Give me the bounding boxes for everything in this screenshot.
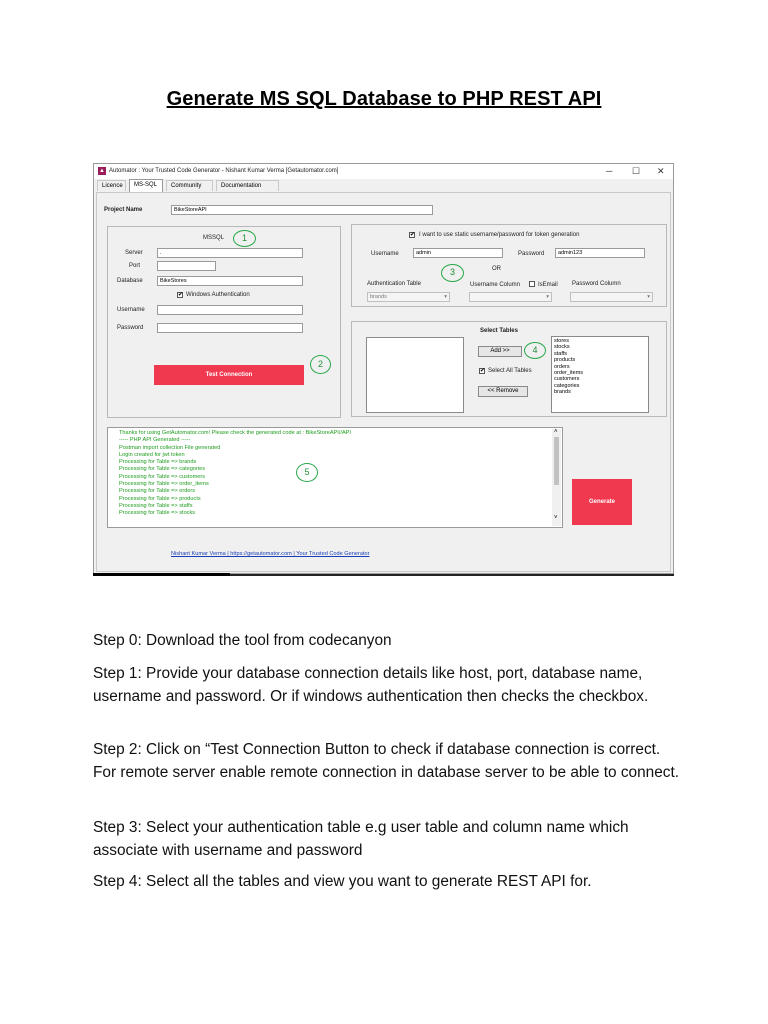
tables-group	[351, 321, 667, 417]
log-line: Processing for Table => stocks	[119, 510, 196, 517]
app-window-screenshot	[93, 163, 674, 574]
database-input[interactable]: BikeStores	[157, 276, 303, 286]
list-item[interactable]: orders	[554, 363, 570, 370]
list-item[interactable]: order_items	[554, 370, 584, 377]
tab-documentation[interactable]: Documentation	[216, 180, 279, 191]
or-label: OR	[492, 266, 501, 272]
available-tables-list[interactable]	[366, 337, 464, 413]
log-line: Processing for Table => brands	[119, 459, 197, 466]
password-label: Password	[117, 325, 144, 331]
log-line: Processing for Table => order_items	[119, 481, 209, 488]
server-input[interactable]: .	[157, 248, 303, 258]
annotation-1: 1	[233, 230, 256, 247]
remove-tables-button[interactable]: << Remove	[478, 386, 528, 397]
project-name-input[interactable]: BikeStoreAPI	[171, 205, 433, 215]
mssql-group-title: MSSQL	[203, 235, 225, 241]
list-item[interactable]: customers	[554, 376, 580, 383]
window-titlebar	[94, 164, 673, 179]
tab-ms-sql[interactable]: MS-SQL	[129, 179, 163, 192]
auth-table-select[interactable]	[367, 292, 450, 302]
log-line: Processing for Table => products	[119, 495, 201, 502]
project-name-label: Project Name	[104, 207, 143, 213]
port-label: Port	[129, 263, 141, 269]
output-log[interactable]	[107, 427, 563, 528]
annotation-5: 5	[296, 463, 318, 482]
server-label: Server	[125, 250, 143, 256]
scroll-down-icon[interactable]: ˅	[554, 515, 558, 521]
username-column-label: Username Column	[470, 282, 521, 288]
tab-licence[interactable]: Licence	[97, 180, 126, 191]
log-line: Processing for Table => customers	[119, 473, 206, 480]
selected-tables-list[interactable]	[551, 336, 649, 413]
annotation-3: 3	[441, 264, 464, 282]
auth-password-label: Password	[518, 251, 545, 257]
close-icon[interactable]: ✕	[657, 166, 665, 176]
ms-sql-panel	[96, 192, 671, 572]
log-line: Processing for Table => staffs	[119, 502, 193, 509]
password-input[interactable]	[157, 323, 303, 333]
select-all-tables-checkbox[interactable]: ✔	[480, 368, 486, 374]
list-item[interactable]: stocks	[554, 344, 570, 351]
step-3: Step 3: Select your authentication table e.g user table and column name which associate with username and password	[93, 819, 629, 859]
auth-password-input[interactable]: admin123	[555, 248, 645, 258]
username-label: Username	[117, 307, 145, 313]
list-item[interactable]: products	[554, 357, 576, 364]
isemail-label: IsEmail	[538, 282, 558, 288]
list-item[interactable]: brands	[554, 389, 571, 396]
password-column-select[interactable]	[570, 292, 653, 302]
auth-table-label: Authentication Table	[367, 281, 421, 287]
username-input[interactable]	[157, 305, 303, 315]
tab-community[interactable]: Community	[166, 180, 213, 191]
scroll-up-icon[interactable]: ˄	[554, 429, 558, 435]
test-connection-button[interactable]: Test Connection	[154, 365, 304, 385]
add-tables-button[interactable]: Add >>	[478, 346, 522, 357]
list-item[interactable]: categories	[554, 382, 580, 389]
static-credentials-checkbox[interactable]: ✔	[410, 232, 416, 238]
step-1: Step 1: Provide your database connection details like host, port, database name, username and password. Or if windows authentication then checks the checkbox.	[93, 665, 649, 705]
username-column-select[interactable]	[469, 292, 552, 302]
log-line: Processing for Table => categories	[119, 466, 206, 473]
password-column-label: Password Column	[572, 281, 621, 287]
maximize-icon[interactable]: ☐	[632, 166, 641, 176]
static-credentials-label: I want to use static username/password for token generation	[419, 232, 580, 238]
auth-username-label: Username	[371, 251, 399, 257]
screenshot-divider-accent	[93, 573, 230, 576]
step-4: Step 4: Select all the tables and view you want to generate REST API for.	[93, 873, 592, 890]
document-title: Generate MS SQL Database to PHP REST API	[166, 88, 602, 110]
select-tables-title: Select Tables	[480, 328, 518, 334]
windows-auth-label: Windows Authentication	[186, 292, 250, 298]
window-title: Automator : Your Trusted Code Generator - Nishant Kumar Verma [Getautomator.com]	[109, 168, 339, 174]
app-logo-icon: ▲	[99, 168, 105, 174]
log-line: Processing for Table => orders	[119, 488, 196, 495]
log-line: ----- PHP API Generated -----	[119, 437, 191, 444]
log-line: Thanks for using GetAutomator.com! Please check the generated code at : BikeStoreAPI//API	[119, 430, 351, 436]
windows-auth-checkbox[interactable]: ✔	[178, 292, 184, 298]
list-item[interactable]: stores	[554, 338, 569, 344]
minimize-icon[interactable]: ─	[606, 166, 613, 176]
isemail-checkbox[interactable]	[529, 281, 535, 287]
log-line: Postman import collection File generated	[119, 444, 221, 451]
annotation-2: 2	[310, 355, 331, 374]
step-0: Step 0: Download the tool from codecanyon	[93, 632, 392, 649]
auth-group	[351, 224, 667, 307]
port-input[interactable]	[157, 261, 216, 271]
auth-table-value: brands	[370, 294, 387, 300]
log-line: Login created for jwt token	[119, 451, 185, 458]
list-item[interactable]: staffs	[554, 350, 568, 357]
mssql-group	[107, 226, 341, 418]
step-2: Step 2: Click on “Test Connection Button to check if database connection is correct. For remote server enable remote connection in database server to be able to connect.	[93, 741, 680, 781]
auth-username-input[interactable]: admin	[413, 248, 503, 258]
log-scrollbar[interactable]	[552, 429, 561, 526]
annotation-4: 4	[524, 342, 546, 359]
scroll-thumb[interactable]	[554, 437, 559, 485]
chevron-down-icon: ▾	[444, 294, 447, 300]
select-all-tables-label: Select All Tables	[488, 368, 532, 374]
chevron-down-icon: ▾	[546, 294, 549, 300]
chevron-down-icon: ▾	[647, 294, 650, 300]
generate-button[interactable]: Generate	[572, 479, 632, 525]
database-label: Database	[117, 278, 143, 284]
footer-link[interactable]: Nishant Kumar Verma | https://getautomator.com | Your Trusted Code Generator	[171, 551, 370, 557]
